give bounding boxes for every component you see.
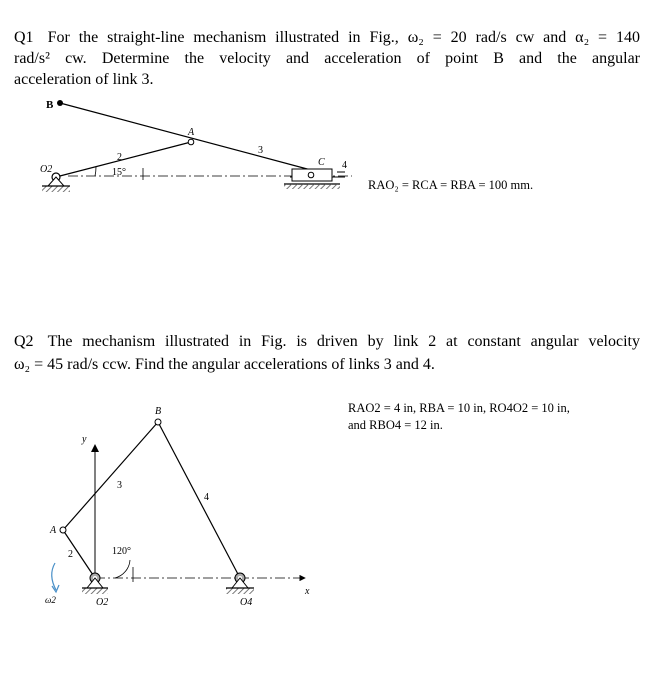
q1-line-1 (14, 28, 640, 48)
q2-pin-a (60, 527, 66, 533)
q1-link-3-label: 3 (258, 145, 263, 156)
q2-omega-label: ω2 (45, 595, 56, 605)
q2-ground-o2 (82, 588, 108, 594)
q1-label-c: C (318, 157, 325, 168)
q2-label-o2: O2 (96, 597, 109, 608)
q1-link-4-label: 4 (342, 160, 347, 171)
q1-ground-c (284, 184, 340, 189)
q1-point-b (57, 100, 63, 106)
q1-link-3 (60, 103, 311, 170)
q1-label-a: A (188, 127, 195, 138)
q1-line-2: rad/s² cw. Determine the velocity and acceleration of point B and the angular (14, 50, 640, 67)
q1-line-3: acceleration of link 3. (14, 71, 154, 88)
q2-label-y: y (82, 434, 87, 445)
q2-label-a: A (50, 525, 57, 536)
q2-label-x: x (305, 586, 310, 597)
q1-relation: RAO₂ = RCA = RBA = 100 mm. (368, 178, 534, 192)
q2-text-1: The mechanism illustrated in Fig. is driven by link 2 at constant angular velocity (47, 333, 640, 350)
q2-number: Q2 (14, 333, 34, 350)
q2-label-o4: O4 (240, 597, 253, 608)
q1-figure (0, 90, 661, 205)
q2-relation-2: and RBO4 = 12 in. (348, 418, 443, 432)
q2-line-2: ω₂ = 45 rad/s ccw. Find the angular accelerations of links 3 and 4. (14, 356, 435, 373)
q2-ground-o4 (226, 588, 254, 594)
q1-link-2-label: 2 (117, 152, 122, 163)
q2-link-4 (158, 422, 240, 578)
q1-label-o2: O2 (40, 164, 53, 175)
q1-pin-a (188, 139, 194, 145)
q1-ground-o2 (42, 186, 70, 192)
q1-angle-label: 15° (112, 167, 126, 178)
q2-link-2-label: 2 (68, 549, 73, 560)
q1-number: Q1 (14, 29, 34, 46)
q2-link-3-label: 3 (117, 480, 122, 491)
q2-line-1 (14, 332, 640, 352)
q1-label-b: B (46, 99, 54, 111)
q2-relation-1: RAO2 = 4 in, RBA = 10 in, RO4O2 = 10 in, (348, 401, 570, 415)
q2-figure (0, 400, 661, 630)
q2-label-b: B (155, 406, 162, 417)
q2-link-4-label: 4 (204, 492, 209, 503)
q2-link-3 (63, 422, 158, 530)
q2-pin-b (155, 419, 161, 425)
q2-angle-label: 120° (112, 546, 131, 557)
q1-text-1: For the straight-line mechanism illustrated in Fig., ω₂ = 20 rad/s cw and α₂ = 140 (47, 29, 640, 46)
q1-pin-c (308, 172, 314, 178)
